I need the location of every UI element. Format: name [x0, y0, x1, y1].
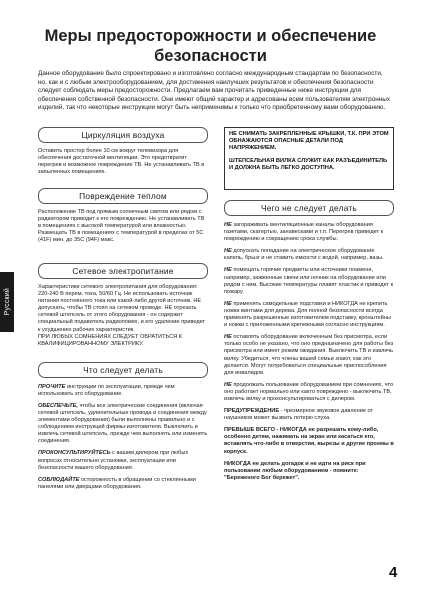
heading-mains-supply: Сетевое электропитание	[38, 263, 208, 279]
mains-supply-text: Характеристики сетевого электропитания для оборудования: 220-240 В перем. тока, 50/60 Гц. Не использовать источник питания постоянного тока или какой-либо другой источник. НЕ допускать, чтобы ТВ стоял на сетевом проводе. НЕ отрезать сетевой штепсель от этого оборудования - он содержит специальный подавитель радиопомех, и его удаление приведет к ухудшению рабочих характеристик.	[38, 284, 206, 333]
heat-damage-text: Расположение ТВ под прямым солнечным светом или рядом с радиатором приводит к его повреждению. Не устанавливать ТВ в помещениях с высокой температурой или влажностью. Размещать ТВ в помещениях с температурой в пределах от 5С (41F) мин. до 35С (94F) макс.	[38, 209, 205, 244]
air-circulation-text: Оставить простор более 10 см вокруг телевизора для обеспечения достаточной вентиляции. Это предотвратит перегрев и возможное повреждение ТВ. Не устанавливать ТВ в запыленных помещениях.	[38, 148, 205, 176]
dont-ne-5: НЕ	[224, 334, 232, 341]
do-item-care	[38, 477, 208, 491]
dont-item-hot-objects-text: помещать горячие предметы или источники пламени, например, зажженные свечи или ночник на оборудование или рядом с ним. Высокие температуры плавят пластик и приводят к пожару.	[224, 267, 394, 295]
do-item-read-text: инструкции по эксплуатации, прежде чем использовать это оборудование.	[38, 383, 175, 397]
dont-item-block-vents	[224, 222, 394, 243]
dont-item-liquids-text: допускать попадание на электрическое оборудование капель, брызг и не ставить емкости с водой, например, вазы.	[224, 248, 384, 262]
dont-item-stands	[224, 301, 394, 329]
intro-paragraph: Данное оборудование было спроектировано и изготовлено согласно международным стандартам по безопасности, но, как и с любым электрооборудованием, для достижения наилучших результатов и обеспечения безопасности следует соблюдать меры предосторожности. Предлагаем вам прочитать приведенные ниже инструкции для обеспечения собственной безопасности. Они имеют общий характер и адресованы всем пользователям электронных изделий, так что некоторые инструкции могут быть неприменимы к только что приобретенному вами оборудованию.	[38, 70, 391, 112]
dont-item-unattended	[224, 334, 394, 377]
language-side-tab	[0, 272, 14, 332]
dont-ne-1: НЕ	[224, 222, 232, 228]
page-title: Меры предосторожности и обеспечение безопасности	[44, 27, 377, 65]
dont-ne-2: НЕ	[224, 248, 232, 255]
do-item-ensure	[38, 403, 208, 446]
dont-item-stands-text: применять самодельные подставки и НИКОГДА не крепить ножки винтами для дерева. Для полной безопасности всегда применять разрешенные изготовителем подставку, кронштейны и ножки с приложенными крепежными согласно инструкциям.	[224, 300, 391, 329]
do-item-care-text: осторожность в обращении со стеклянными панелями или дверцами оборудования.	[38, 476, 196, 490]
dont-item-hot-objects	[224, 267, 394, 295]
dont-ne-6: НЕ	[224, 381, 232, 388]
dont-item-doubt	[224, 382, 394, 403]
heading-dont: Чего не следует делать	[224, 200, 394, 216]
right-column	[224, 127, 394, 482]
do-item-consult	[38, 450, 208, 471]
warning-covers: НЕ СНИМАТЬ ЗАКРЕПЛЕННЫЕ КРЫШКИ, Т.К. ПРИ ЭТОМ ОБНАЖАЮТСЯ ОПАСНЫЕ ДЕТАЛИ ПОД НАПРЯЖЕНИЕМ.	[229, 131, 389, 151]
dont-item-doubt-text: продолжать пользование оборудованием при сомнениях, что оно работает нормально или както повреждено - выключить ТВ, извлечь вилку и проконсультироваться с дилером.	[224, 381, 394, 402]
do-item-consult-bold: ПРОКОНСУЛЬТИРУЙТЕСЬ	[38, 450, 111, 457]
do-item-care-bold: СОБЛЮДАЙТЕ	[38, 476, 80, 483]
headphone-warning-text: - чрезмерное звуковое давление от наушников может вызвать потерю слуха.	[224, 408, 374, 422]
heading-air-circulation: Циркуляция воздуха	[38, 127, 208, 143]
do-item-ensure-bold: ОБЕСПЕЧЬТЕ,	[38, 402, 78, 409]
do-item-consult-text: с вашим дилером при любых вопросах относительно установки, эксплуатации или безопасности вашего оборудования.	[38, 450, 189, 471]
heading-do: Что следует делать	[38, 362, 208, 378]
heading-heat-damage: Повреждение теплом	[38, 188, 208, 204]
dont-item-block-vents-text: загораживать вентиляционные каналы оборудования газетами, скатертью, занавесками и т.п. Перегрев приведет к повреждению и сокращению срока службы.	[224, 222, 384, 243]
dont-ne-4: НЕ	[224, 300, 232, 307]
headphone-warning	[224, 408, 394, 422]
above-all-warning: ПРЕВЫШЕ ВСЕГО - НИКОГДА не разрешать кому-либо, особенно детям, нажимать на экран или касаться его, вставлять что-либо в отверстия, вырезы и другие проемы в корпусе.	[224, 427, 394, 455]
never-guess-warning: НИКОГДА не делать догадок и не идти на риск при пользовании любым оборудованием - помните: "Береженого Бог бережет".	[224, 460, 366, 481]
page-number: 4	[389, 564, 398, 581]
do-item-read-bold: ПРОЧИТЕ	[38, 383, 66, 390]
dont-ne-3: НЕ	[224, 267, 232, 274]
do-item-read	[38, 384, 208, 398]
left-column	[38, 127, 208, 491]
dont-item-unattended-text: оставлять оборудование включенным без присмотра, если только особо не указано, что оно предназначено для работы без присмотра или имеет режим ожидания. Выключить ТВ и извлечь вилку. Убедиться, что члены вашей семьи знают, как это делается. Могут потребоваться специальные приспособления для инвалидов.	[224, 334, 394, 376]
warning-plug: ШТЕПСЕЛЬНАЯ ВИЛКА СЛУЖИТ КАК РАЗЪЕДИНИТЕЛЬ И ДОЛЖНА БЫТЬ ЛЕГКО ДОСТУПНА.	[229, 158, 388, 171]
language-tab-label: Русский	[3, 288, 11, 316]
warning-box	[224, 127, 394, 190]
dont-item-liquids	[224, 248, 394, 262]
do-item-ensure-text: чтобы все электрические соединения (включая сетевой штепсель, удлинительные провода и соединения между элементами оборудования) были выполнены правильно и с соблюдением инструкций фирмы-изготовителя. Выключить и извлечь сетевой штепсель, прежде чем выполнять или изменять соединения.	[38, 402, 208, 445]
headphone-warning-label: ПРЕДУПРЕЖДЕНИЕ	[224, 408, 280, 415]
mains-supply-caps: ПРИ ЛЮБЫХ СОМНЕНИЯХ СЛЕДУЕТ ОБРАТИТЬСЯ К КВАЛИФИЦИРОВАННОМУ ЭЛЕКТРИКУ.	[38, 333, 182, 347]
